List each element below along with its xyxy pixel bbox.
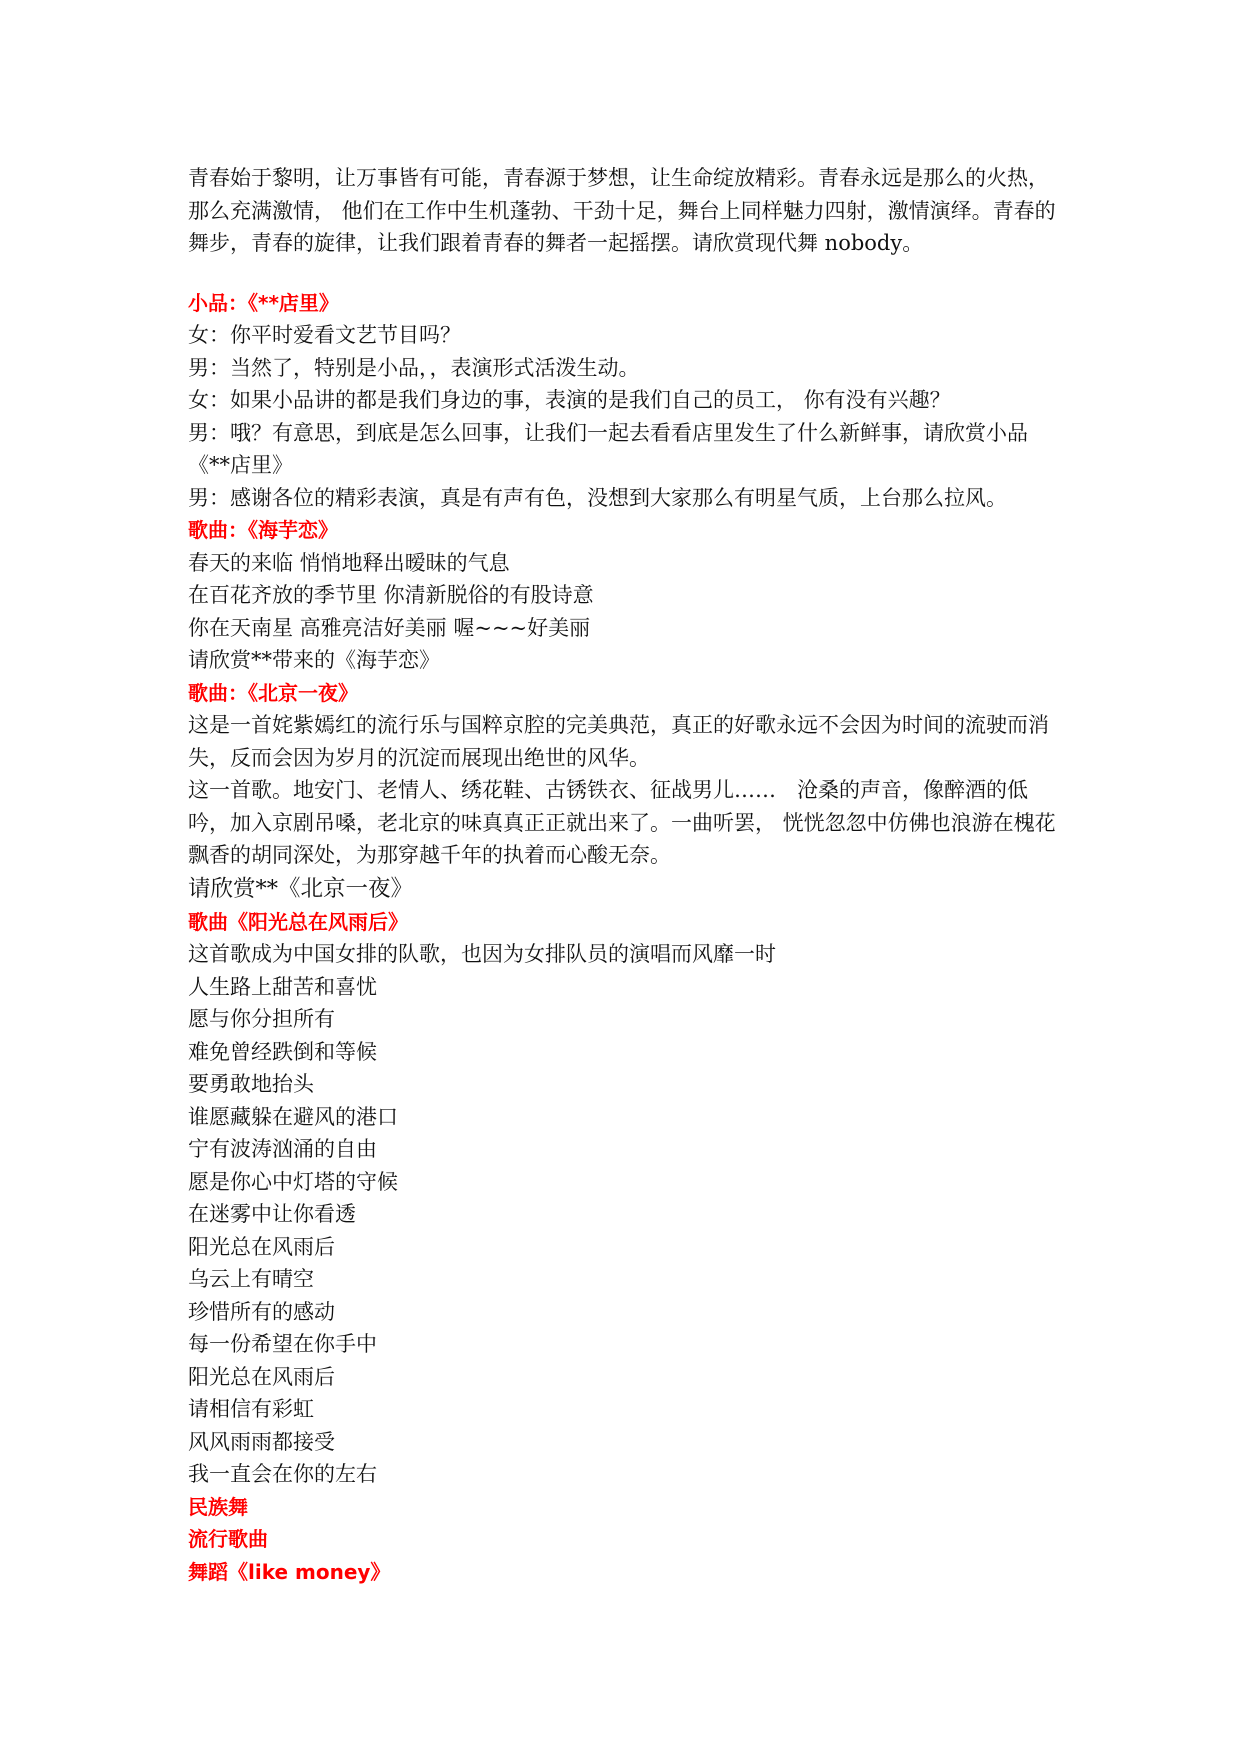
lyric-line: 你在天南星 高雅亮洁好美丽 喔~~~好美丽 [188, 615, 591, 640]
lyric-line: 阳光总在风雨后 [188, 1364, 335, 1389]
lyric-line: 人生路上甜苦和喜忧 [188, 974, 377, 999]
lyric-line: 阳光总在风雨后 [188, 1234, 335, 1259]
lyric-line: 在百花齐放的季节里 你清新脱俗的有股诗意 [188, 583, 594, 607]
section-song-haiyulian [188, 514, 1068, 677]
lyric-line: 愿与你分担所有 [188, 1007, 335, 1031]
document-page [188, 162, 1068, 1588]
lyric-line: 这首歌成为中国女排的队歌，也因为女排队员的演唱而风靡一时 [188, 942, 776, 966]
paragraph-line: 这一首歌。地安门、老情人、绣花鞋、古锈铁衣、征战男儿…… 沧桑的声音，像醉酒的低吟，加入京剧吊嗓，老北京的味真真正正就出来了。一曲听罢， 恍恍忽忽中仿佛也浪游在槐花飘香的胡同深处，为那穿越千年的执着而心酸无奈。 [188, 778, 1056, 867]
dialogue-line: 女：如果小品讲的都是我们身边的事，表演的是我们自己的员工， 你有没有兴趣？ [188, 388, 951, 412]
closing-line: 请欣赏**《北京一夜》 [188, 875, 414, 902]
program-heading-dance: 舞蹈《like money》 [188, 1559, 391, 1584]
lyric-line: 乌云上有晴空 [188, 1267, 314, 1291]
section-heading: 小品：《**店里》 [188, 290, 339, 315]
lyric-line: 请欣赏**带来的《海芋恋》 [188, 648, 440, 672]
dialogue-line: 男：哦？有意思，到底是怎么回事，让我们一起去看看店里发生了什么新鲜事，请欣赏小品《**店里》 [188, 420, 1028, 477]
lyric-line: 难免曾经跌倒和等候 [188, 1039, 377, 1064]
section-song-yangguang [188, 906, 1068, 1491]
lyric-line: 请相信有彩虹 [188, 1397, 314, 1421]
program-heading-ethnic-dance: 民族舞 [188, 1494, 248, 1519]
dialogue-line: 女：你平时爱看文艺节目吗？ [188, 323, 461, 347]
dialogue-line: 男：当然了，特别是小品，，表演形式活泼生动。 [188, 355, 640, 380]
lyric-line: 我一直会在你的左右 [188, 1462, 377, 1486]
lyric-line: 珍惜所有的感动 [188, 1299, 335, 1324]
section-heading: 歌曲：《海芋恋》 [188, 518, 338, 542]
program-heading-pop-song: 流行歌曲 [188, 1527, 268, 1551]
lyric-line: 春天的来临 悄悄地释出暧昧的气息 [188, 550, 510, 575]
lyric-line: 在迷雾中让你看透 [188, 1202, 356, 1226]
lyric-line: 愿是你心中灯塔的守候 [188, 1169, 398, 1194]
paragraph-line: 这是一首姹紫嫣红的流行乐与国粹京腔的完美典范，真正的好歌永远不会因为时间的流驶而消失，反而会因为岁月的沉淀而展现出绝世的风华。 [188, 713, 1049, 770]
section-heading: 歌曲：《北京一夜》 [188, 680, 358, 705]
lyric-line: 要勇敢地抬头 [188, 1072, 314, 1096]
intro-paragraph: 青春始于黎明，让万事皆有可能，青春源于梦想，让生命绽放精彩。青春永远是那么的火热，那么充满激情， 他们在工作中生机蓬勃、干劲十足，舞台上同样魅力四射，激情演绎。青春的舞步，青春的旋律，让我们跟着青春的舞者一起摇摆。请欣赏现代舞 nobody。 [188, 166, 1056, 255]
dialogue-line: 男：感谢各位的精彩表演，真是有声有色，没想到大家那么有明星气质，上台那么拉风。 [188, 485, 1007, 510]
lyric-line: 风风雨雨都接受 [188, 1429, 335, 1454]
section-song-beijing [188, 677, 1068, 906]
lyric-line: 宁有波涛汹涌的自由 [188, 1137, 377, 1161]
section-heading: 歌曲《阳光总在风雨后》 [188, 909, 408, 934]
section-skit [188, 287, 1068, 515]
section-trailing-program [188, 1491, 1068, 1589]
lyric-line: 每一份希望在你手中 [188, 1332, 377, 1356]
lyric-line: 谁愿藏躲在避风的港口 [188, 1104, 398, 1129]
